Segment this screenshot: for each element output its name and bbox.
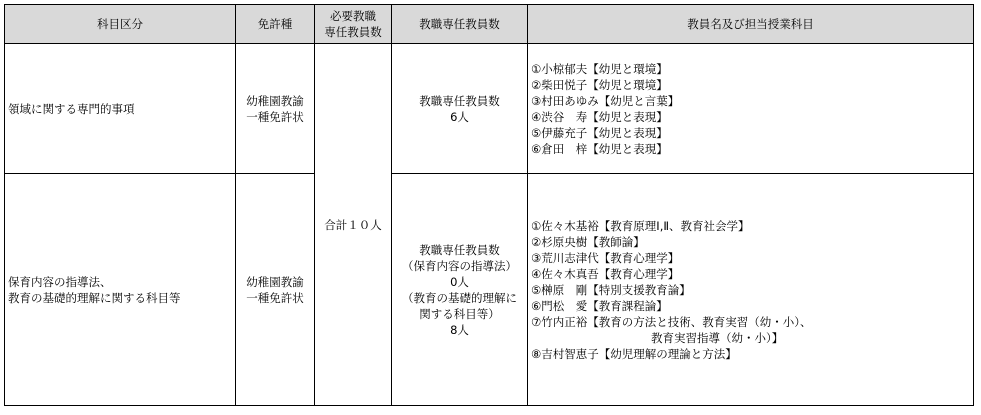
license-cell bbox=[236, 174, 315, 406]
dedicated-count-line2: 6人 bbox=[450, 109, 469, 124]
license-line2: 一種免許状 bbox=[246, 109, 304, 124]
table-row bbox=[5, 44, 974, 174]
staff-entry: ⑥倉田 梓【幼児と表現】 bbox=[531, 141, 668, 156]
subject-category-cell bbox=[5, 44, 236, 174]
staff-entry: ①小椋郁夫【幼児と環境】 bbox=[531, 61, 668, 76]
staff-list-cell bbox=[528, 174, 974, 406]
staff-entry: ④渋谷 寿【幼児と表現】 bbox=[531, 109, 668, 124]
license-line1: 幼稚園教諭 bbox=[246, 93, 304, 108]
staff-entry: ②杉原央樹【教師論】 bbox=[531, 234, 645, 249]
required-total-cell bbox=[315, 44, 392, 406]
subject-category-text: 領域に関する専門的事項 bbox=[8, 101, 135, 116]
license-line2: 一種免許状 bbox=[246, 290, 304, 305]
header-required-staff bbox=[315, 5, 392, 44]
header-staff-and-courses: 教員名及び担当授業科目 bbox=[528, 5, 974, 44]
header-dedicated-staff: 教職専任教員数 bbox=[392, 5, 528, 44]
header-required-line1: 必要教職 bbox=[330, 9, 376, 23]
subject-category-line1: 保育内容の指導法、 bbox=[8, 274, 112, 289]
header-required-line2: 専任教員数 bbox=[324, 25, 382, 39]
dedicated-count-cell bbox=[392, 44, 528, 174]
staff-entry: ①佐々木基裕【教育原理Ⅰ,Ⅱ、教育社会学】 bbox=[531, 218, 750, 233]
dedicated-count-cell bbox=[392, 174, 528, 406]
staff-entry: ⑦竹内正裕【教育の方法と技術、教育実習（幼・小）、 bbox=[531, 314, 812, 329]
staff-list-cell bbox=[528, 44, 974, 174]
dedicated-count-line: 関する科目等） bbox=[419, 306, 500, 321]
license-cell bbox=[236, 44, 315, 174]
dedicated-count-line: 8人 bbox=[450, 322, 469, 337]
staff-entry: ⑤榊原 剛【特別支援教育論】 bbox=[531, 282, 691, 297]
staff-entry: ③村田あゆみ【幼児と言葉】 bbox=[531, 93, 680, 108]
dedicated-count-line: 教職専任教員数 bbox=[419, 242, 500, 257]
dedicated-count-line: 0人 bbox=[450, 274, 469, 289]
staff-entry: ③荒川志津代【教育心理学】 bbox=[531, 250, 680, 265]
dedicated-count-line1: 教職専任教員数 bbox=[419, 93, 500, 108]
required-total-text: 合計１０人 bbox=[324, 217, 382, 232]
dedicated-count-line: （保育内容の指導法） bbox=[402, 258, 517, 273]
staff-entry: ⑧吉村智恵子【幼児理解の理論と方法】 bbox=[531, 346, 737, 361]
staff-entry-continuation: 教育実習指導（幼・小）】 bbox=[651, 330, 784, 345]
staff-entry: ④佐々木真吾【教育心理学】 bbox=[531, 266, 680, 281]
header-row bbox=[5, 5, 974, 44]
staff-entry: ②柴田悦子【幼児と環境】 bbox=[531, 77, 668, 92]
staff-entry: ⑥門松 愛【教育課程論】 bbox=[531, 298, 668, 313]
subject-category-line2: 教育の基礎的理解に関する科目等 bbox=[8, 290, 181, 305]
header-subject-category: 科目区分 bbox=[5, 5, 236, 44]
teacher-assignment-table bbox=[4, 4, 974, 406]
dedicated-count-line: （教育の基礎的理解に bbox=[402, 290, 517, 305]
staff-entry: ⑤伊藤充子【幼児と表現】 bbox=[531, 125, 668, 140]
table-row bbox=[5, 174, 974, 406]
license-line1: 幼稚園教諭 bbox=[246, 274, 304, 289]
subject-category-cell bbox=[5, 174, 236, 406]
header-license-type: 免許種 bbox=[236, 5, 315, 44]
